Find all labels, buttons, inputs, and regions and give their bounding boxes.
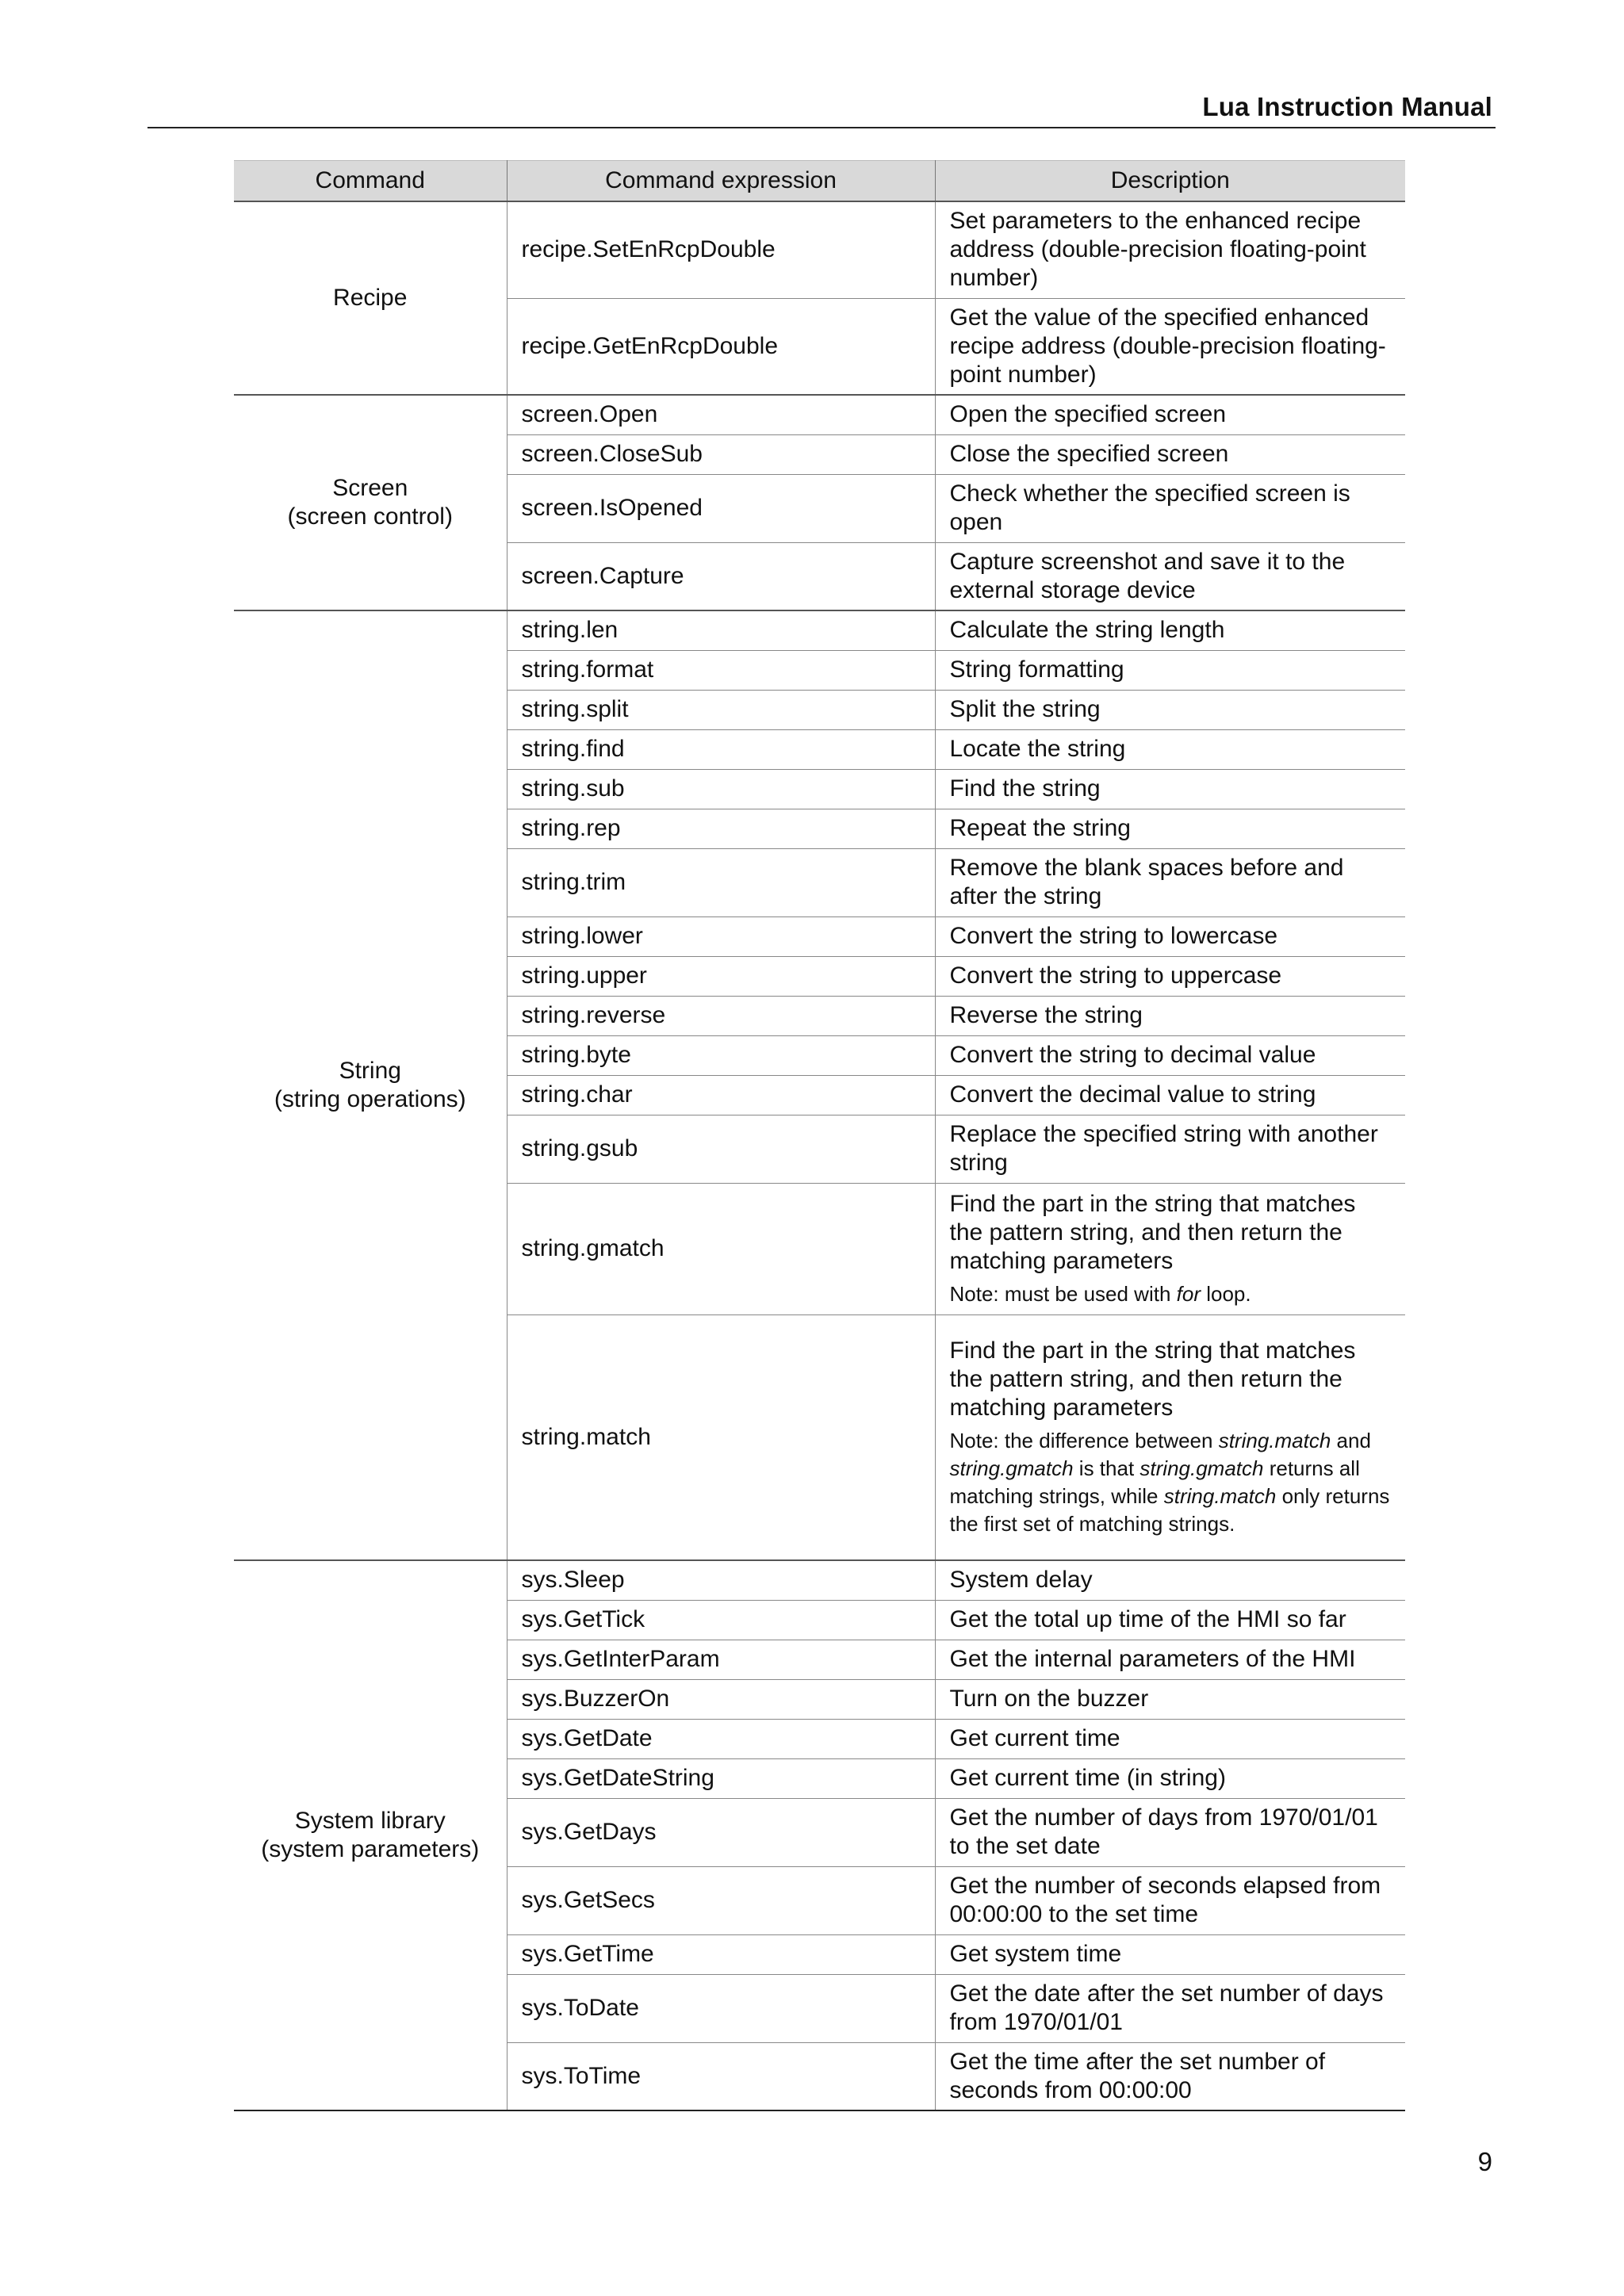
command-description: Convert the decimal value to string — [935, 1075, 1405, 1115]
command-description: Get the number of seconds elapsed from 00:00:00 to the set time — [935, 1866, 1405, 1934]
group-subtitle: (system parameters) — [261, 1836, 480, 1862]
group-name: String — [339, 1058, 401, 1084]
command-note: Note: must be used with for loop. — [949, 1281, 1251, 1306]
command-description: System delay — [935, 1560, 1405, 1600]
command-description: Split the string — [935, 690, 1405, 729]
command-description: Convert the string to decimal value — [935, 1035, 1405, 1075]
command-description: Close the specified screen — [935, 434, 1405, 474]
command-description: Get the internal parameters of the HMI — [935, 1640, 1405, 1679]
manual-title: Lua Instruction Manual — [1202, 92, 1492, 121]
command-expression: string.find — [507, 729, 935, 769]
command-description: Capture screenshot and save it to the external storage device — [935, 542, 1405, 610]
column-header-command: Command — [234, 161, 507, 202]
command-description: Get the value of the specified enhanced recipe address (double-precision floating-point number) — [935, 298, 1405, 395]
command-expression: sys.ToDate — [507, 1974, 935, 2042]
command-description: Get system time — [935, 1934, 1405, 1974]
command-description: Get current time (in string) — [935, 1758, 1405, 1798]
command-expression: string.sub — [507, 769, 935, 809]
command-description: Open the specified screen — [935, 395, 1405, 434]
command-expression: screen.Capture — [507, 542, 935, 610]
group-name: System library — [294, 1808, 446, 1834]
command-description: Get current time — [935, 1719, 1405, 1758]
table-row — [234, 1560, 1405, 1600]
command-expression: sys.GetInterParam — [507, 1640, 935, 1679]
command-description: Calculate the string length — [935, 610, 1405, 650]
group-name: Screen — [332, 475, 408, 501]
command-description: Convert the string to uppercase — [935, 956, 1405, 996]
table-row — [234, 610, 1405, 650]
command-description: Locate the string — [935, 729, 1405, 769]
command-description: Convert the string to lowercase — [935, 916, 1405, 956]
page-number: 9 — [1477, 2147, 1492, 2176]
group-cell-screen — [234, 395, 507, 610]
command-description-cell — [935, 1314, 1405, 1560]
group-name: Recipe — [333, 285, 408, 311]
command-description: Replace the specified string with another string — [935, 1115, 1405, 1183]
command-expression: string.format — [507, 650, 935, 690]
command-expression: string.trim — [507, 848, 935, 916]
command-description: Find the string — [935, 769, 1405, 809]
command-expression: sys.GetTick — [507, 1600, 935, 1640]
command-table — [234, 160, 1405, 2111]
command-expression: string.char — [507, 1075, 935, 1115]
command-expression: recipe.SetEnRcpDouble — [507, 201, 935, 298]
command-expression: sys.GetDays — [507, 1798, 935, 1866]
table-row — [234, 395, 1405, 434]
command-expression: string.byte — [507, 1035, 935, 1075]
command-expression: sys.ToTime — [507, 2042, 935, 2110]
command-expression: string.gmatch — [507, 1183, 935, 1314]
command-expression: string.lower — [507, 916, 935, 956]
command-expression: sys.BuzzerOn — [507, 1679, 935, 1719]
command-description: Set parameters to the enhanced recipe address (double-precision floating-point number) — [935, 201, 1405, 298]
command-description: Get the number of days from 1970/01/01 to the set date — [935, 1798, 1405, 1866]
command-note: Note: the difference between string.match and string.gmatch is that string.gmatch returns all matching strings, while string.match only returns the first set of matching strings. — [949, 1428, 1390, 1536]
command-expression: string.reverse — [507, 996, 935, 1035]
command-expression: screen.Open — [507, 395, 935, 434]
command-expression: string.split — [507, 690, 935, 729]
command-description: Get the total up time of the HMI so far — [935, 1600, 1405, 1640]
command-expression: sys.GetDateString — [507, 1758, 935, 1798]
command-description: Reverse the string — [935, 996, 1405, 1035]
header-divider — [147, 127, 1496, 128]
command-expression: screen.CloseSub — [507, 434, 935, 474]
command-description: String formatting — [935, 650, 1405, 690]
command-expression: string.len — [507, 610, 935, 650]
table-row — [234, 201, 1405, 298]
column-header-command-expression: Command expression — [507, 161, 935, 202]
command-description: Check whether the specified screen is open — [935, 474, 1405, 542]
command-description-cell — [935, 1183, 1405, 1314]
group-cell-recipe — [234, 201, 507, 395]
command-description: Remove the blank spaces before and after the string — [935, 848, 1405, 916]
command-expression: screen.IsOpened — [507, 474, 935, 542]
command-description: Repeat the string — [935, 809, 1405, 848]
command-expression: sys.GetDate — [507, 1719, 935, 1758]
command-expression: string.upper — [507, 956, 935, 996]
command-description: Get the date after the set number of days from 1970/01/01 — [935, 1974, 1405, 2042]
group-cell-string — [234, 610, 507, 1560]
group-subtitle: (screen control) — [287, 503, 453, 530]
column-header-description: Description — [935, 161, 1405, 202]
group-subtitle: (string operations) — [274, 1086, 466, 1112]
command-expression: sys.Sleep — [507, 1560, 935, 1600]
command-description: Turn on the buzzer — [935, 1679, 1405, 1719]
command-expression: string.gsub — [507, 1115, 935, 1183]
command-expression: string.match — [507, 1314, 935, 1560]
command-description: Get the time after the set number of seconds from 00:00:00 — [935, 2042, 1405, 2110]
group-cell-system-library — [234, 1560, 507, 2110]
table-header-row — [234, 161, 1405, 202]
command-expression: sys.GetSecs — [507, 1866, 935, 1934]
command-description: Find the part in the string that matches the pattern string, and then return the matching parameters — [949, 1337, 1356, 1421]
command-expression: sys.GetTime — [507, 1934, 935, 1974]
command-expression: recipe.GetEnRcpDouble — [507, 298, 935, 395]
command-expression: string.rep — [507, 809, 935, 848]
command-description: Find the part in the string that matches the pattern string, and then return the matching parameters — [949, 1190, 1356, 1274]
